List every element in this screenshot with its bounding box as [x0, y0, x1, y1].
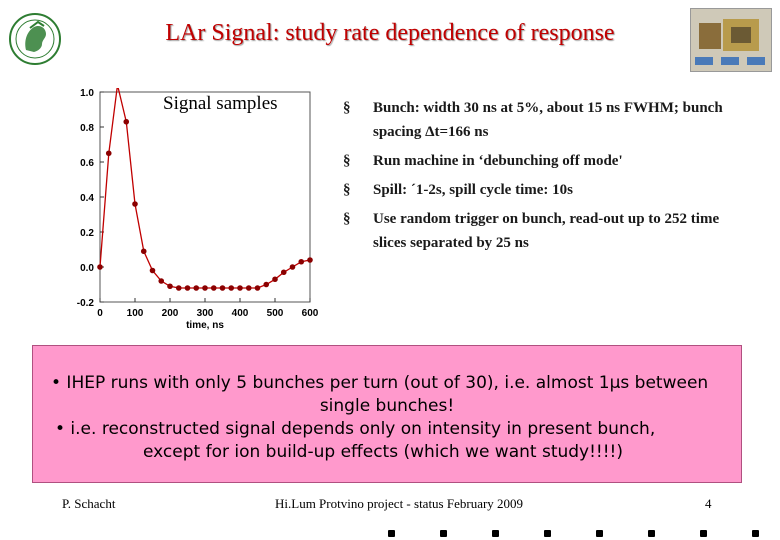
y-tick-label: 1.0 [80, 88, 94, 99]
data-point [272, 276, 278, 282]
x-tick-label: 0 [97, 308, 103, 319]
note-line: • IHEP runs with only 5 bunches per turn (out of 30), i.e. almost 1μs between [51, 373, 709, 393]
data-point [158, 278, 164, 284]
data-point [193, 285, 199, 291]
dot-mark [648, 530, 655, 537]
institute-logo [8, 12, 62, 66]
y-tick-label: 0.0 [80, 263, 94, 274]
signal-samples-label: Signal samples [163, 93, 278, 114]
x-axis-label: time, ns [186, 320, 224, 331]
data-point [290, 264, 296, 270]
data-point [237, 285, 243, 291]
data-point [106, 150, 112, 156]
data-point [141, 248, 147, 254]
note-box [32, 345, 742, 483]
bullet-marker-icon: § [343, 153, 351, 169]
data-point [246, 285, 252, 291]
x-tick-label: 600 [301, 308, 319, 319]
slide-title: LAr Signal: study rate dependence of response [165, 20, 615, 46]
dot-mark [700, 530, 707, 537]
dot-mark [544, 530, 551, 537]
bullet-marker-icon: § [343, 211, 351, 227]
bullet-item [343, 149, 743, 173]
bullet-text: Run machine in ‘debunching off mode' [373, 153, 623, 169]
x-tick-label: 400 [231, 308, 249, 319]
bullet-text: Bunch: width 30 ns at 5%, about 15 ns FWHM; bunch spacing Δt=166 ns [373, 100, 723, 140]
dot-mark [440, 530, 447, 537]
x-tick-label: 100 [126, 308, 144, 319]
bullet-item [343, 96, 743, 144]
bullet-marker-icon: § [343, 182, 351, 198]
footer-project: Hi.Lum Protvino project - status February 2009 [275, 496, 524, 511]
dot-mark [492, 530, 499, 537]
plot-frame [100, 92, 310, 302]
bullet-text: Spill: ´1-2s, spill cycle time: 10s [373, 182, 573, 198]
data-point [307, 257, 313, 263]
data-point [211, 285, 217, 291]
note-line: except for ion build-up effects (which we want study!!!!) [143, 442, 624, 462]
y-tick-label: 0.8 [80, 123, 94, 134]
data-point [281, 269, 287, 275]
footer-page-number: 4 [705, 496, 712, 511]
data-point [185, 285, 191, 291]
y-tick-label: 0.2 [80, 228, 94, 239]
detector-photo [690, 8, 772, 72]
y-tick-label: -0.2 [76, 298, 94, 309]
bullet-item [343, 207, 743, 255]
data-point [202, 285, 208, 291]
bullet-text: Use random trigger on bunch, read-out up to 252 time slices separated by 25 ns [373, 211, 720, 251]
data-point [132, 201, 138, 207]
dot-mark [388, 530, 395, 537]
x-tick-label: 200 [161, 308, 179, 319]
dot-mark [596, 530, 603, 537]
bullet-list [343, 96, 743, 260]
data-point [263, 282, 269, 288]
dot-mark [752, 530, 759, 537]
data-point [255, 285, 261, 291]
data-point [298, 259, 304, 265]
bullet-item [343, 178, 743, 202]
data-point [167, 283, 173, 289]
data-point [228, 285, 234, 291]
note-line: single bunches! [319, 396, 455, 416]
y-tick-label: 0.6 [80, 158, 94, 169]
data-point [176, 285, 182, 291]
bullet-marker-icon: § [343, 100, 351, 116]
data-point [97, 264, 103, 270]
x-tick-label: 300 [196, 308, 214, 319]
data-point [123, 119, 129, 125]
y-tick-label: 0.4 [80, 193, 94, 204]
data-point [150, 268, 156, 274]
footer-author: P. Schacht [62, 496, 116, 511]
data-point [220, 285, 226, 291]
note-line: • i.e. reconstructed signal depends only on intensity in present bunch, [55, 419, 656, 439]
x-tick-label: 500 [266, 308, 284, 319]
signal-chart [60, 88, 330, 338]
